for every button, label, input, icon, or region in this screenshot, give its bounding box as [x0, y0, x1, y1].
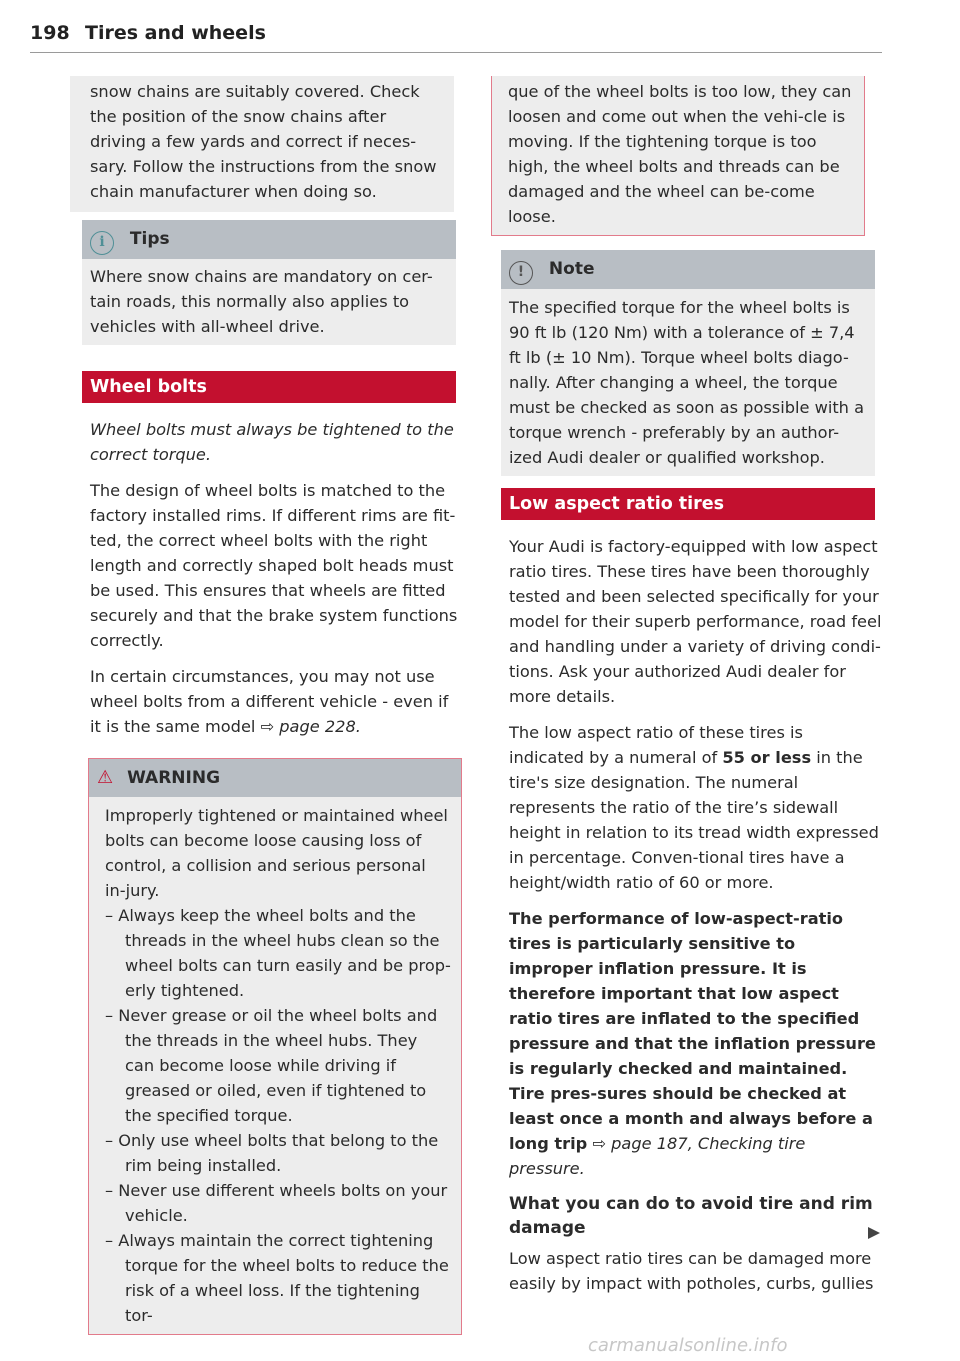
- paragraph-circumstances-text: In certain circumstances, you may not use wheel bolts from a different vehicle - even if it is the same model: [90, 667, 449, 736]
- warning-text: Improperly tightened or maintained wheel bolts can become loose causing loss of control, a collision and serious personal in-jury.: [105, 806, 448, 900]
- warning-box: [88, 758, 462, 1335]
- info-icon: i: [90, 231, 114, 255]
- intro-text: snow chains are suitably covered. Check the position of the snow chains after driving a few yards and correct if neces-sary. Follow the instructions from the snow chain manufacturer when doing so.: [90, 82, 437, 201]
- section-low-aspect-ratio: [501, 488, 875, 520]
- tips-label: Tips: [129, 229, 170, 249]
- page-ref-187[interactable]: ⇨ page 187, Checking tire pressure.: [509, 1134, 806, 1178]
- warning-continuation: [491, 76, 865, 236]
- section-wheel-bolts: [82, 371, 456, 403]
- tips-banner: [82, 220, 456, 259]
- warning-label: WARNING: [127, 768, 221, 788]
- section-title-wheel-bolts: Wheel bolts: [90, 377, 207, 397]
- paragraph-damage: Low aspect ratio tires can be damaged more easily by impact with potholes, curbs, gullies: [509, 1249, 874, 1293]
- note-banner: [501, 250, 875, 289]
- left-column: [90, 76, 464, 1335]
- warning-triangle-icon: ⚠: [97, 767, 114, 788]
- warning-body: [89, 797, 461, 1334]
- warning-item: – Always maintain the correct tightening torque for the wheel bolts to reduce the risk of a wheel loss. If the tightening tor-: [105, 1231, 449, 1325]
- performance-bold-text: The performance of low-aspect-ratio tires is particularly sensitive to improper inflation pressure. It is therefore important that low aspect ratio tires are inflated to the specified pressure and that the inflation pressure is regularly checked and maintained. Tire pres-sures should be checked at least once a month and always before a long trip: [509, 909, 876, 1153]
- watermark-logo: carmanualsonline.info: [588, 1335, 788, 1356]
- snow-chain-continuation: [70, 76, 454, 212]
- warning-item: – Always keep the wheel bolts and the threads in the wheel hubs clean so the wheel bolts can turn easily and be prop-erly tightened.: [105, 906, 451, 1000]
- page-header: [30, 22, 882, 53]
- right-column: [509, 80, 883, 1307]
- warning-item: – Only use wheel bolts that belong to the rim being installed.: [105, 1131, 439, 1175]
- paragraph-factory-equipped: Your Audi is factory-equipped with low aspect ratio tires. These tires have been thoroughly tested and been selected specifically for your model for their superb performance, road feel and handling under a variety of driving condi-tions. Ask your authorized Audi dealer for more details.: [509, 537, 882, 706]
- tips-box: [82, 259, 456, 345]
- warning-item: – Never use different wheels bolts on your vehicle.: [105, 1181, 448, 1225]
- section-title-low-aspect: Low aspect ratio tires: [509, 494, 725, 514]
- note-box: [501, 289, 875, 476]
- note-label: Note: [548, 259, 595, 279]
- warning-continuation-text: que of the wheel bolts is too low, they can loosen and come out when the vehi-cle is moving. If the tightening torque is too high, the wheel bolts and threads can be damaged and the wheel can be-come loose.: [508, 82, 852, 226]
- exclamation-icon: !: [509, 261, 533, 285]
- note-text: The specified torque for the wheel bolts is 90 ft lb (120 Nm) with a tolerance of ± 7,4 ft lb (± 10 Nm). Torque wheel bolts diago-nally. After changing a wheel, the torque must be checked as soon as possible with a torque wrench - preferably by an author-ized Audi dealer or qualified workshop.: [509, 298, 865, 467]
- paragraph-design: The design of wheel bolts is matched to the factory installed rims. If different rims are fit-ted, the correct wheel bolts with the right length and correctly shaped bolt heads must be used. This ensures that wheels are fitted securely and that the brake system functions correctly.: [90, 481, 458, 650]
- tips-text: Where snow chains are mandatory on cer-tain roads, this normally also applies to vehicles with all-wheel drive.: [90, 267, 433, 336]
- lead-text: Wheel bolts must always be tightened to the correct torque.: [90, 420, 454, 464]
- warning-banner: [89, 759, 461, 797]
- chapter-title: Tires and wheels: [85, 22, 266, 44]
- paragraph-circumstances: [90, 664, 464, 739]
- aspect-ratio-bold: 55 or less: [722, 748, 812, 767]
- aspect-ratio-text-a: The low aspect ratio of these tires is indicated by a numeral of: [509, 723, 803, 767]
- aspect-ratio-text-b: in the tire's size designation. The numeral represents the ratio of the tire’s sidewall height in relation to its tread width expressed in percentage. Conven-tional tires have a height/width ratio of 60 or more.: [509, 748, 879, 892]
- continue-arrow-icon: [868, 1227, 880, 1239]
- page-number: 198: [30, 22, 70, 44]
- page-ref-228[interactable]: ⇨ page 228.: [260, 717, 361, 736]
- paragraph-aspect-ratio: [509, 720, 883, 895]
- paragraph-performance: [509, 906, 883, 1181]
- warning-item: – Never grease or oil the wheel bolts and the threads in the wheel hubs. They can become loose while driving if greased or oiled, even if tightened to the specified torque.: [105, 1006, 438, 1125]
- subheading-avoid-damage: What you can do to avoid tire and rim damage: [509, 1194, 873, 1238]
